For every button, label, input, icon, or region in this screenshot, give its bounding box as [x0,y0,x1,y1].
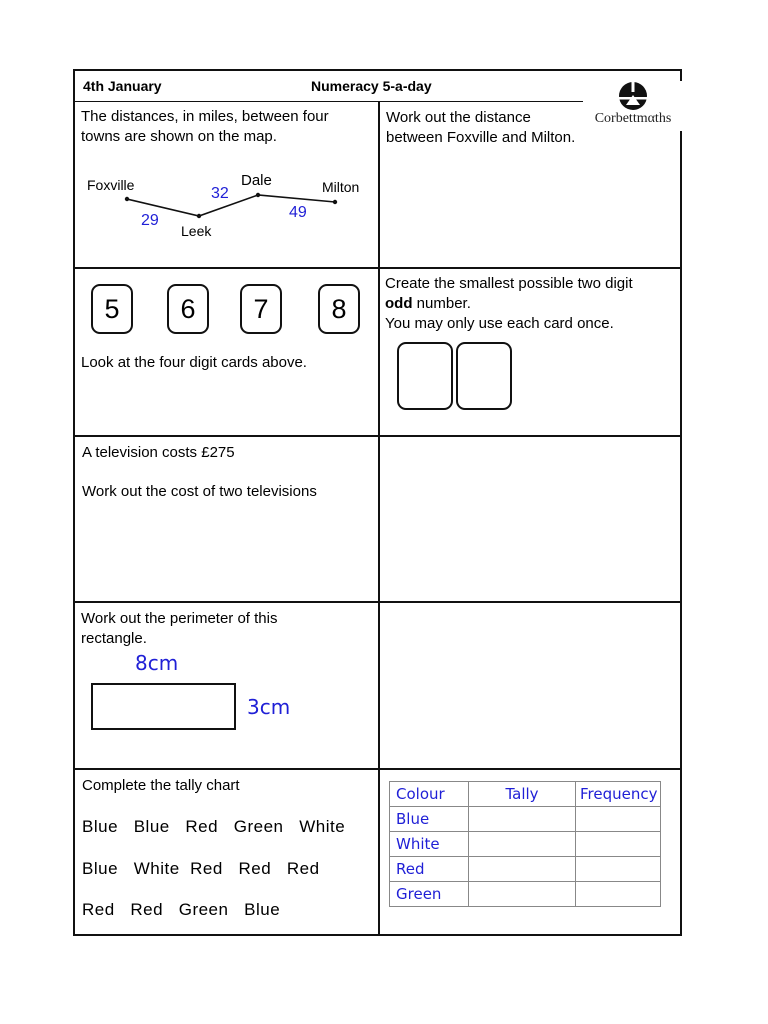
frequency-cell[interactable] [576,832,661,857]
q2-bold-word: odd [385,295,413,312]
q2-question-line2 [385,294,633,314]
dale-point [256,193,260,197]
colour-row-1 [82,817,345,837]
colour-word: Blue [244,900,281,919]
leek-point [197,214,201,218]
worksheet [73,69,682,936]
colour-word: Red [82,900,115,919]
q2-line2-rest: number. [412,295,471,312]
rectangle-shape [91,683,236,730]
colour-row-2 [82,859,320,879]
colour-word: Blue [133,817,170,836]
frequency-cell[interactable] [576,882,661,907]
town-leek: Leek [181,223,212,239]
colour-word: Blue [82,817,119,836]
rectangle-length-label: 8cm [135,651,179,675]
tally-cell[interactable] [469,882,576,907]
town-dale: Dale [241,172,272,189]
distance-leek-dale: 32 [211,185,229,202]
row-divider-1 [75,267,680,269]
colour-word: Green [233,817,284,836]
answer-card-tens[interactable] [397,342,453,410]
town-foxville: Foxville [87,177,135,193]
q2-question [385,274,633,334]
logo-wordmark: Corbettmαths [594,111,672,126]
colour-word: White [133,859,180,878]
digit-card-1: 5 [91,284,133,334]
rectangle-width-label: 3cm [247,695,291,719]
header-tally: Tally [469,782,576,807]
tally-cell[interactable] [469,857,576,882]
digit-card-3: 7 [240,284,282,334]
column-divider [378,101,380,936]
corbettmaths-logo [583,81,683,131]
digit-card-4: 8 [318,284,360,334]
q1-intro [81,107,329,147]
colour-word: Red [238,859,272,878]
q3-line2: Work out the cost of two televisions [82,483,317,500]
q4-question-line1: Work out the perimeter of this [81,610,278,627]
q2-question-line1: Create the smallest possible two digit [385,275,633,292]
corbettmaths-emblem-icon [616,81,650,111]
colour-cell: Blue [390,807,469,832]
colour-word: Green [178,900,229,919]
tally-cell[interactable] [469,832,576,857]
q1-question-line2: between Foxville and Milton. [386,129,576,146]
colour-cell: White [390,832,469,857]
row-divider-2 [75,435,680,437]
frequency-cell[interactable] [576,807,661,832]
milton-point [333,200,337,204]
q1-intro-line2: towns are shown on the map. [81,128,277,145]
foxville-point [125,197,129,201]
q4-question-line2: rectangle. [81,630,147,647]
frequency-cell[interactable] [576,857,661,882]
distance-dale-milton: 49 [289,204,307,221]
header-colour: Colour [390,782,469,807]
table-row [390,857,661,882]
colour-word: Red [130,900,164,919]
distance-foxville-leek: 29 [141,212,159,229]
colour-row-3 [82,900,280,920]
colour-cell: Red [390,857,469,882]
colour-word: Blue [82,859,119,878]
q5-instruction: Complete the tally chart [82,777,240,794]
header-frequency: Frequency [576,782,661,807]
tally-table [389,781,661,907]
town-milton: Milton [322,179,360,195]
tally-header-row [390,782,661,807]
colour-word: Red [190,859,223,878]
row-divider-4 [75,768,680,770]
q1-question-line1: Work out the distance [386,109,531,126]
date-label: 4th January [83,78,162,94]
table-row [390,807,661,832]
q2-question-line3: You may only use each card once. [385,315,614,332]
tally-cell[interactable] [469,807,576,832]
colour-word: Red [185,817,219,836]
q1-intro-line1: The distances, in miles, between four [81,108,329,125]
worksheet-title: Numeracy 5-a-day [311,78,432,94]
digit-card-2: 6 [167,284,209,334]
q4-question [81,609,277,649]
table-row [390,832,661,857]
row-divider-3 [75,601,680,603]
colour-cell: Green [390,882,469,907]
table-row [390,882,661,907]
q3-line1: A television costs £275 [82,444,235,461]
colour-word: Red [286,859,320,878]
q2-caption: Look at the four digit cards above. [81,354,307,371]
q1-question [386,108,575,148]
answer-card-units[interactable] [456,342,512,410]
colour-word: White [299,817,346,836]
